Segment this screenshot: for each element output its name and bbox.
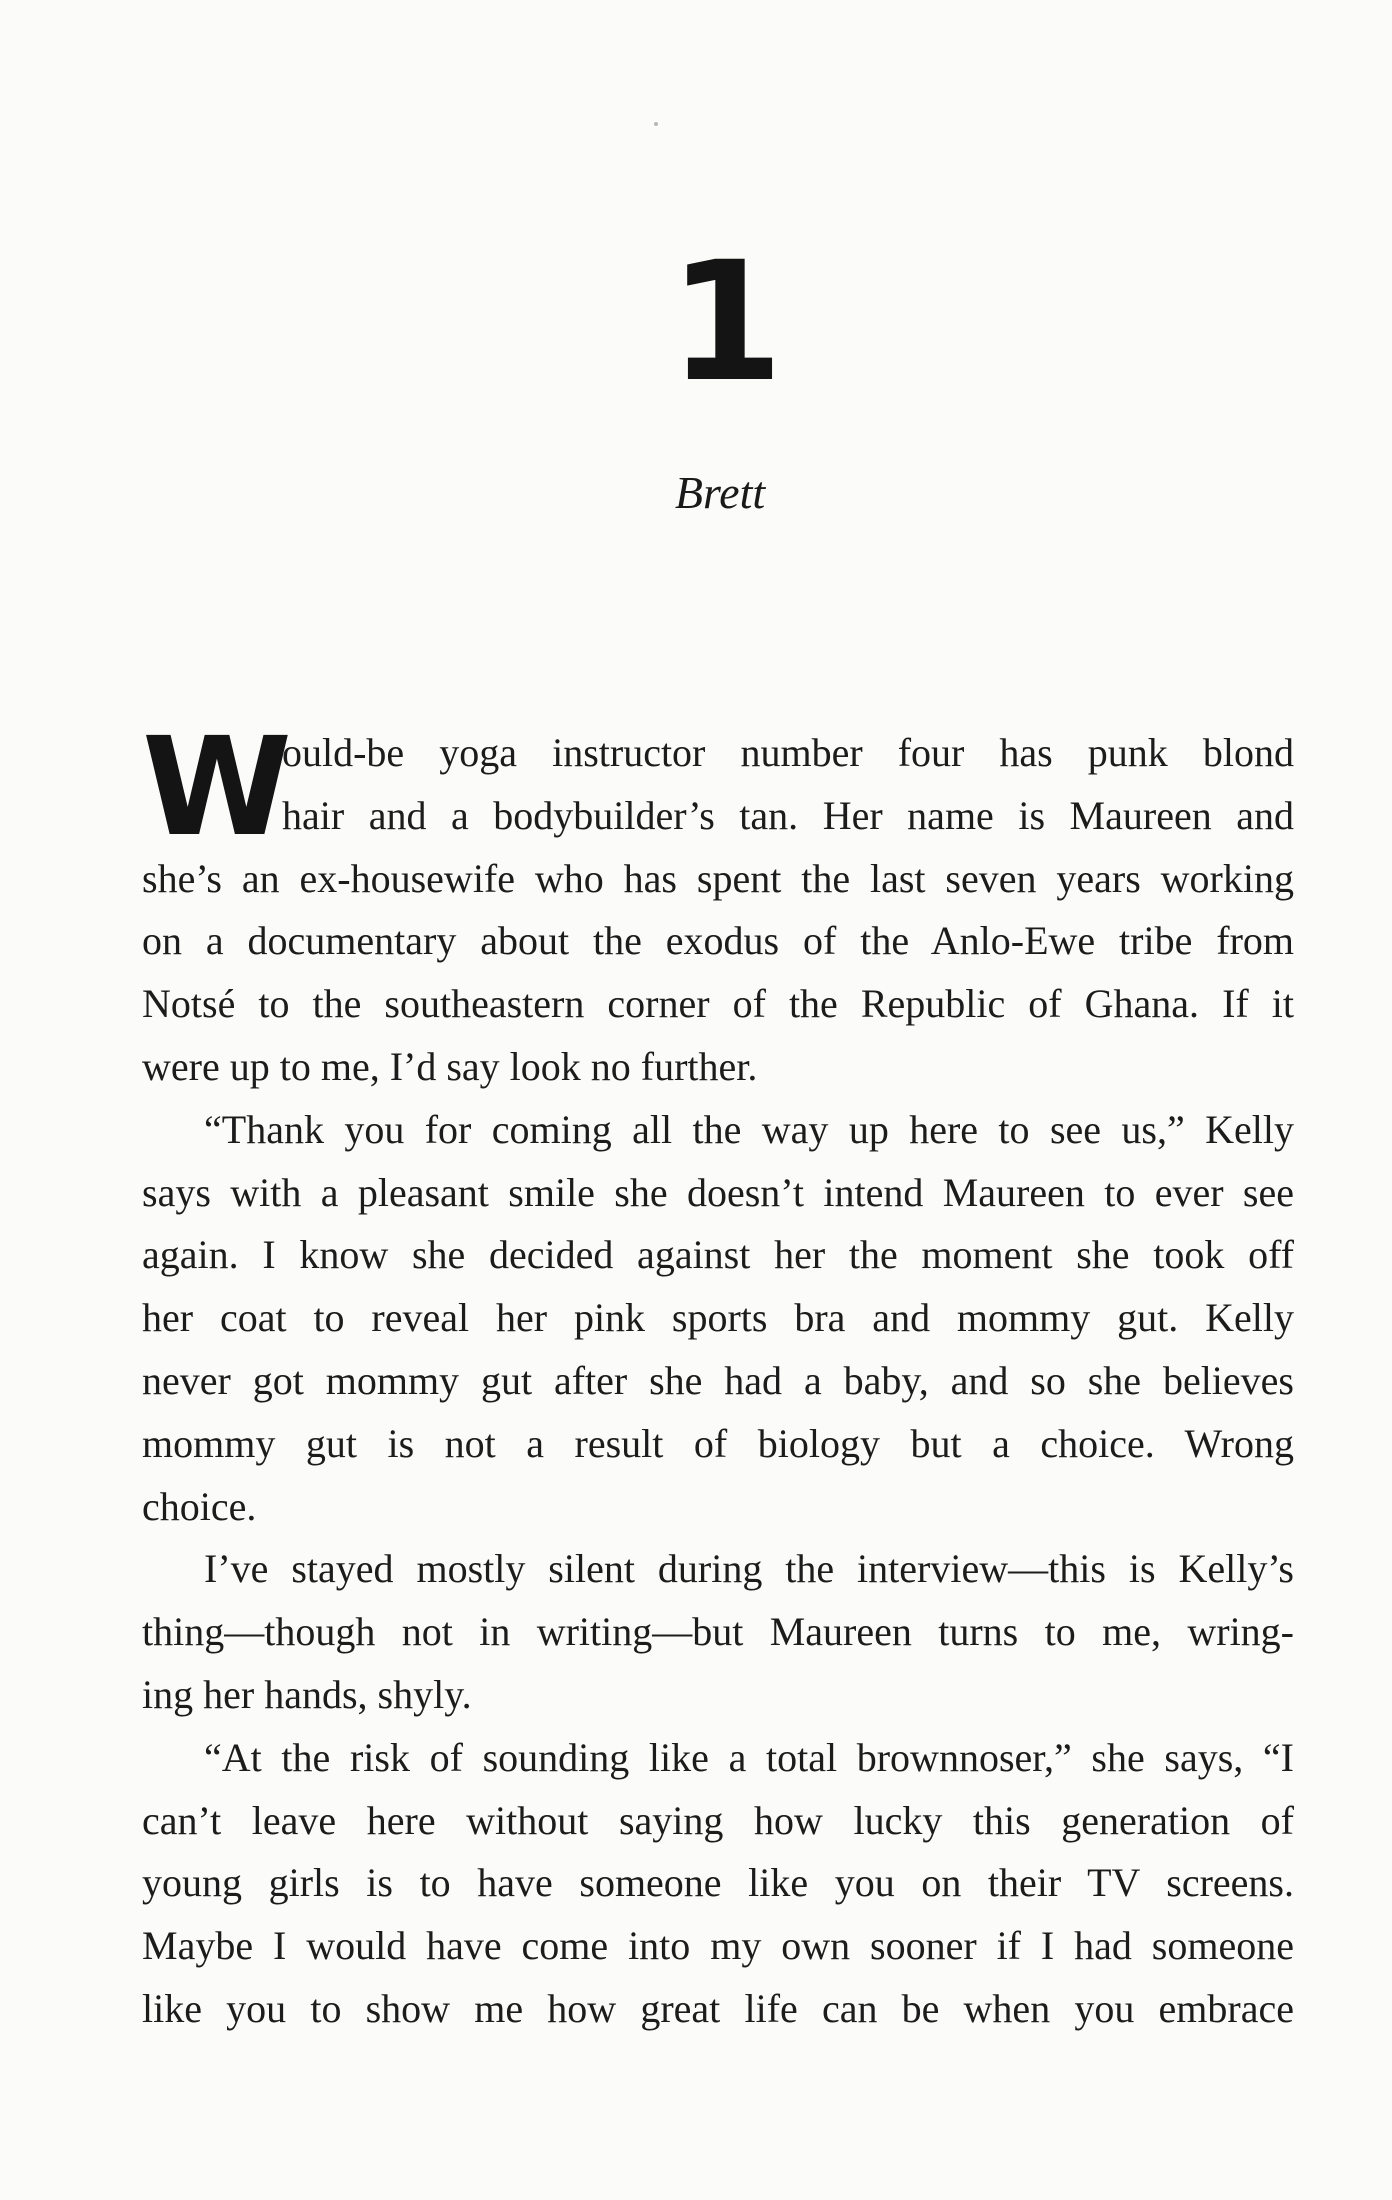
text-line: “At the risk of sounding like a total brownnoser,” she says, “I [204,1734,1294,1780]
body-text [142,709,1294,2041]
text-line: I’ve stayed mostly silent during the interview—this is Kelly’s [204,1546,1294,1592]
text-line: thing—though not in writing—but Maureen turns to me, wring- [142,1609,1294,1655]
text-line: were up to me, I’d say look no further. [142,1043,758,1089]
text-line: Maybe I would have come into my own sooner if I had someone [142,1923,1294,1969]
text-line: she’s an ex-housewife who has spent the last seven years working [142,855,1294,901]
text-line: her coat to reveal her pink sports bra and mommy gut. Kelly [142,1295,1294,1341]
drop-cap: W [142,709,289,867]
text-line: young girls is to have someone like you on their TV screens. [142,1860,1294,1906]
chapter-number: 1 [668,226,782,418]
text-line: on a documentary about the exodus of the Anlo-Ewe tribe from [142,918,1294,964]
text-line: again. I know she decided against her the moment she took off [142,1232,1294,1278]
text-line: mommy gut is not a result of biology but a choice. Wrong [142,1420,1294,1466]
page-speck [654,122,658,126]
chapter-title: Brett [674,467,766,518]
text-line: ould-be yoga instructor number four has punk blond [282,730,1294,775]
text-line: never got mommy gut after she had a baby, and so she believes [142,1357,1294,1403]
text-line: can’t leave here without saying how lucky this generation of [142,1797,1294,1843]
text-line: like you to show me how great life can be when you embrace [142,1985,1294,2031]
text-line: says with a pleasant smile she doesn’t intend Maureen to ever see [142,1169,1294,1215]
text-line: Notsé to the southeastern corner of the Republic of Ghana. If it [142,981,1294,1027]
text-line: ing her hands, shyly. [142,1671,472,1717]
text-line: choice. [142,1483,257,1529]
text-line: “Thank you for coming all the way up here to see us,” Kelly [204,1106,1294,1152]
text-line: hair and a bodybuilder’s tan. Her name is Maureen and [282,792,1294,838]
